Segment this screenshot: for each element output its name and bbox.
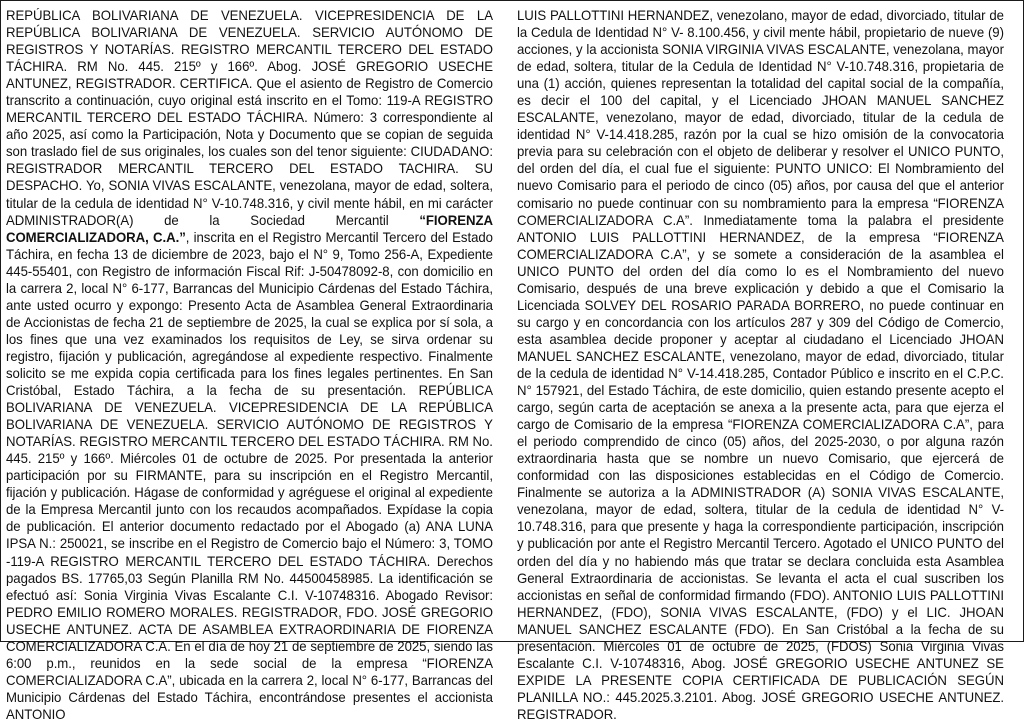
- left-column-text-part2: , inscrita en el Registro Mercantil Tercero del Estado Táchira, en fecha 13 de diciembre de 2023, bajo el N° 9, Tomo 256-A, Expediente 445-55401, con Registro de información Fiscal Rif: J-50478092-8, con domicilio en la carrera 2, local N° 6-177, Barrancas del Municipio Cárdenas del Estado Táchira, ante usted ocurro y expongo: Presento Acta de Asamblea General Extraordinaria de Accionistas de fecha 21 de septiembre de 2025, la cual se explica por sí sola, a los fines que una vez examinados los requisitos de Ley, se sirva ordenar su registro, fijación y publicación, agregándose al expediente respectivo. Finalmente solicito se me expida copia certificada para los fines legales pertinentes. En San Cristóbal, Estado Táchira, a la fecha de su presentación. REPÚBLICA BOLIVARIANA DE VENEZUELA. VICEPRESIDENCIA DE LA REPÚBLICA BOLIVARIANA DE VENEZUELA. SERVICIO AUTÓNOMO DE REGISTROS Y NOTARÍAS. REGISTRO MERCANTIL TERCERO DEL ESTADO TÁCHIRA. RM No. 445. 215º y 166º. Miércoles 01 de octubre de 2025. Por presentada la anterior participación por su FIRMANTE, para su inscripción en el Registro Mercantil, fijación y publicación. Hágase de conformidad y agréguese el original al expediente de la Empresa Mercantil junto con los recaudos acompañados. Expídase la copia de publicación. El anterior documento redactado por el Abogado (a) ANA LUNA IPSA N.: 250021, se inscribe en el Registro de Comercio bajo el Número: 3, TOMO -119-A REGISTRO MERCANTIL TERCERO DEL ESTADO TÁCHIRA. Derechos pagados BS. 17765,03 Según Planilla RM No. 44500458985. La identificación se efectuó así: Sonia Virginia Vivas Escalante C.I. V-10748316. Abogado Revisor: PEDRO EMILIO ROMERO MORALES. REGISTRADOR, FDO. JOSÉ GREGORIO USECHE ANTUNEZ. ACTA DE ASAMBLEA EXTRAORDINARIA DE FIORENZA COMERCIALIZADORA C.A. En el día de hoy 21 de septiembre de 2025, siendo las 6:00 p.m., reunidos en la sede social de la empresa “FIORENZA COMERCIALIZADORA C.A”, ubicada en la carrera 2, local N° 6-177, Barrancas del Municipio Cárdenas del Estado Táchira, encontrándose presentes el accionista ANTONIO: [6, 229, 493, 722]
- notice-right-column: [517, 7, 1004, 722]
- left-column-text-part1: REPÚBLICA BOLIVARIANA DE VENEZUELA. VICEPRESIDENCIA DE LA REPÚBLICA BOLIVARIANA DE VENEZUELA. SERVICIO AUTÓNOMO DE REGISTROS Y NOTARÍAS. REGISTRO MERCANTIL TERCERO DEL ESTADO TÁCHIRA. RM No. 445. 215º y 166º. Abog. JOSÉ GREGORIO USECHE ANTUNEZ, REGISTRADOR. CERTIFICA. Que el asiento de Registro de Comercio transcrito a continuación, cuyo original está inscrito en el Tomo: 119-A REGISTRO MERCANTIL TERCERO DEL ESTADO TÁCHIRA. Número: 3 correspondiente al año 2025, así como la Participación, Nota y Documento que se copian de seguida son traslado fiel de sus originales, los cuales son del tenor siguiente: CIUDADANO: REGISTRADOR MERCANTIL TERCERO DEL ESTADO TACHIRA. SU DESPACHO. Yo, SONIA VIVAS ESCALANTE, venezolana, mayor de edad, soltera, titular de la cedula de identidad N° V-10.748.316, y civil mente hábil, en mi carácter ADMINISTRADOR(A) de la Sociedad Mercantil: [6, 8, 493, 228]
- company-name-bold: “FIORENZA COMERCIALIZADORA, C.A.”: [6, 212, 493, 245]
- notice-left-column: [6, 7, 493, 722]
- right-column-paragraph: LUIS PALLOTTINI HERNANDEZ, venezolano, mayor de edad, divorciado, titular de la Cedula de Identidad N° V- 8.100.456, y civil mente hábil, propietario de nueve (9) acciones, y la accionista SONIA VIRGINIA VIVAS ESCALANTE, venezolana, mayor de edad, soltera, titular de la Cedula de Identidad N° V-10.748.316, propietaria de una (1) acción, quienes representan la totalidad del capital social de la compañía, es decir el 100 del capital, y el Licenciado JHOAN MANUEL SANCHEZ ESCALANTE, venezolano, mayor de edad, divorciado, titular de la cedula de identidad N° V-14.418.285, razón por la cual se hizo omisión de la convocatoria previa para su celebración con el objeto de deliberar y resolver el UNICO PUNTO, del orden del día, el cual fue el siguiente: PUNTO UNICO: El Nombramiento del nuevo Comisario para el periodo de cinco (05) años, por causa del que el anterior comisario no puede continuar con su nombramiento para la empresa “FIORENZA COMERCIALIZADORA C.A”. Inmediatamente toma la palabra el presidente ANTONIO LUIS PALLOTTINI HERNANDEZ, de la empresa “FIORENZA COMERCIALIZADORA C.A”, y se somete a consideración de la asamblea el UNICO PUNTO del orden del día como lo es el Nombramiento del nuevo Comisario, después de una breve explicación y debido a que el Comisario la Licenciada SOLVEY DEL ROSARIO PARADA BORRERO, no puede continuar en su cargo y en concordancia con los artículos 287 y 309 del Código de Comercio, esta asamblea decide proponer y aceptar al ciudadano el Licenciado JHOAN MANUEL SANCHEZ ESCALANTE, venezolano, mayor de edad, divorciado, titular de la cedula de identidad N° V-14.418.285, Contador Público e inscrito en el C.P.C. N° 157921, del Estado Táchira, de este domicilio, quien estando presente acepto el cargo, según carta de aceptación se anexa a la presente acta, para que ejerza el cargo de Comisario de la empresa “FIORENZA COMERCIALIZADORA C.A”, para el periodo comprendido de cinco (05) años, del 2025-2030, o por alguna razón extraordinaria hasta que se nombre un nuevo Comisario, que ejercerá de conformidad con las disposiciones establecidas en el Código de Comercio. Finalmente se autoriza a la ADMINISTRADOR (A) SONIA VIVAS ESCALANTE, venezolana, mayor de edad, soltera, titular de la cedula de identidad N° V-10.748.316, para que presente y haga la correspondiente participación, inscripción y publicación por ante el Registro Mercantil Tercero. Agotado el UNICO PUNTO del orden del día y no habiendo más que tratar se declara concluida esta Asamblea General Extraordinaria de accionistas. Se levanta el acta el cual suscriben los accionistas en señal de conformidad firmando (FDO). ANTONIO LUIS PALLOTTINI HERNANDEZ, (FDO), SONIA VIVAS ESCALANTE, (FDO) y el LIC. JHOAN MANUEL SANCHEZ ESCALANTE (FDO). En San Cristóbal a la fecha de su presentación. Miércoles 01 de octubre de 2025, (FDOS) Sonia Virginia Vivas Escalante C.I. V-10748316, Abog. JOSÉ GREGORIO USECHE ANTUNEZ SE EXPIDE LA PRESENTE COPIA CERTIFICADA DE PUBLICACIÓN SEGÚN PLANILLA NO.: 445.2025.3.2101. Abog. JOSÉ GREGORIO USECHE ANTUNEZ. REGISTRADOR.: [517, 8, 1004, 722]
- left-column-paragraph: [6, 7, 493, 723]
